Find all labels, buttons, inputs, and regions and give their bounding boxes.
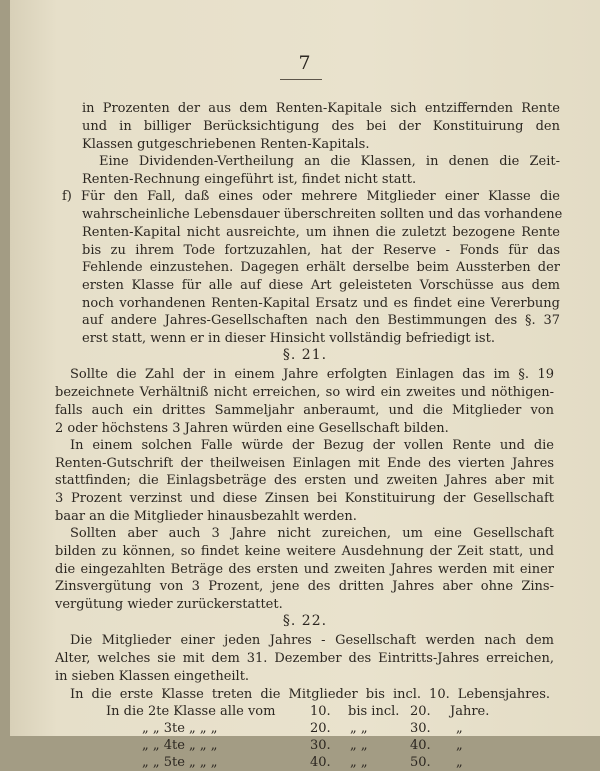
section-heading: §. 22. [282, 613, 328, 629]
text-line: in sieben Klassen eingetheilt. [55, 669, 250, 684]
text-line: auf andere Jahres-Gesellschaften nach den Bestimmungen des §. 37 [82, 313, 560, 328]
age-table-cell: „ „ [350, 755, 368, 770]
text-line: Renten-Gutschrift der theilweisen Einlagen mit Ende des vierten Jahres [55, 456, 554, 471]
text-line: bis zu ihrem Tode fortzuzahlen, hat der Reserve - Fonds für das [82, 243, 560, 258]
text-line: Alter, welches sie mit dem 31. Dezember des Eintritts-Jahres erreichen, [55, 651, 554, 666]
text-line: In die erste Klasse treten die Mitglieder bis incl. 10. Lebensjahres. [70, 687, 550, 702]
age-table-cell: „ „ [350, 738, 368, 753]
age-table-cell: 20. [310, 721, 331, 736]
text-line: baar an die Mitglieder hinausbezahlt werden. [55, 509, 357, 524]
age-table-cell: Jahre. [450, 704, 490, 719]
text-line: Sollte die Zahl der in einem Jahre erfolgten Einlagen das im §. 19 [70, 367, 554, 382]
text-line: In einem solchen Falle würde der Bezug der vollen Rente und die [70, 438, 554, 453]
text-line: Sollten aber auch 3 Jahre nicht zureichen, um eine Gesellschaft [70, 526, 554, 541]
text-line: stattfinden; die Einlagsbeträge des ersten und zweiten Jahres aber mit [55, 473, 554, 488]
text-line: falls auch ein drittes Sammeljahr anberaumt, und die Mitglieder von [55, 403, 554, 418]
age-table-cell: „ „ 4te „ „ „ [142, 738, 218, 753]
age-table-cell: „ „ 3te „ „ „ [142, 721, 218, 736]
text-line: ersten Klasse für alle auf diese Art geleisteten Vorschüsse aus dem [82, 278, 560, 293]
age-table-cell: 40. [410, 738, 431, 753]
book-page [10, 0, 600, 770]
text-line: erst statt, wenn er in dieser Hinsicht vollständig befriedigt ist. [82, 331, 495, 346]
age-table-cell: 50. [410, 755, 431, 770]
age-table-cell: „ [456, 755, 463, 770]
text-line: noch vorhandenen Renten-Kapital Ersatz und es findet eine Vererbung [82, 296, 560, 311]
text-line: Renten-Kapital nicht ausreichte, um ihnen die zuletzt bezogene Rente [82, 225, 560, 240]
text-line: in Prozenten der aus dem Renten-Kapitale sich entziffernden Rente [82, 101, 560, 116]
text-line: f) Für den Fall, daß eines oder mehrere Mitglieder einer Klasse die [62, 189, 560, 204]
age-table-cell: „ [456, 721, 463, 736]
age-table-cell: 30. [310, 738, 331, 753]
age-table-cell: In die 2te Klasse alle vom [106, 704, 276, 719]
text-line: wahrscheinliche Lebensdauer überschreiten sollten und das vorhandene [82, 207, 563, 222]
text-line: bezeichnete Verhältniß nicht erreichen, so wird ein zweites und nöthigen- [55, 385, 554, 400]
text-line: 2 oder höchstens 3 Jahren würden eine Gesellschaft bilden. [55, 421, 449, 436]
age-table-cell: 40. [310, 755, 331, 770]
age-table-cell: 30. [410, 721, 431, 736]
text-line: die eingezahlten Beträge des ersten und zweiten Jahres werden mit einer [55, 562, 554, 577]
text-line: und in billiger Berücksichtigung des bei der Konstituirung den [82, 119, 560, 134]
age-table-cell: „ „ 5te „ „ „ [142, 755, 218, 770]
text-line: Fehlende einzustehen. Dagegen erhält derselbe beim Aussterben der [82, 260, 560, 275]
text-line: vergütung wieder zurückerstattet. [55, 597, 283, 612]
age-table-cell: „ [456, 738, 463, 753]
text-line: Renten-Rechnung eingeführt ist, findet nicht statt. [82, 172, 417, 187]
age-table-cell: bis incl. [348, 704, 400, 719]
text-line: 3 Prozent verzinst und diese Zinsen bei Konstituirung der Gesellschaft [55, 491, 554, 506]
text-line: Zinsvergütung von 3 Prozent, jene des dritten Jahres aber ohne Zins- [55, 579, 554, 594]
section-heading: §. 21. [282, 347, 328, 363]
text-line: Die Mitglieder einer jeden Jahres - Gesellschaft werden nach dem [70, 633, 554, 648]
age-table-cell: „ „ [350, 721, 368, 736]
text-line: Klassen gutgeschriebenen Renten-Kapitals. [82, 137, 370, 152]
text-line: bilden zu können, so findet keine weitere Ausdehnung der Zeit statt, und [55, 544, 554, 559]
age-table-cell: 10. [310, 704, 331, 719]
age-table-cell: 20. [410, 704, 431, 719]
text-line: Eine Dividenden-Vertheilung an die Klassen, in denen die Zeit- [99, 154, 560, 169]
page-number: 7 [298, 52, 312, 74]
page-text [10, 0, 600, 770]
